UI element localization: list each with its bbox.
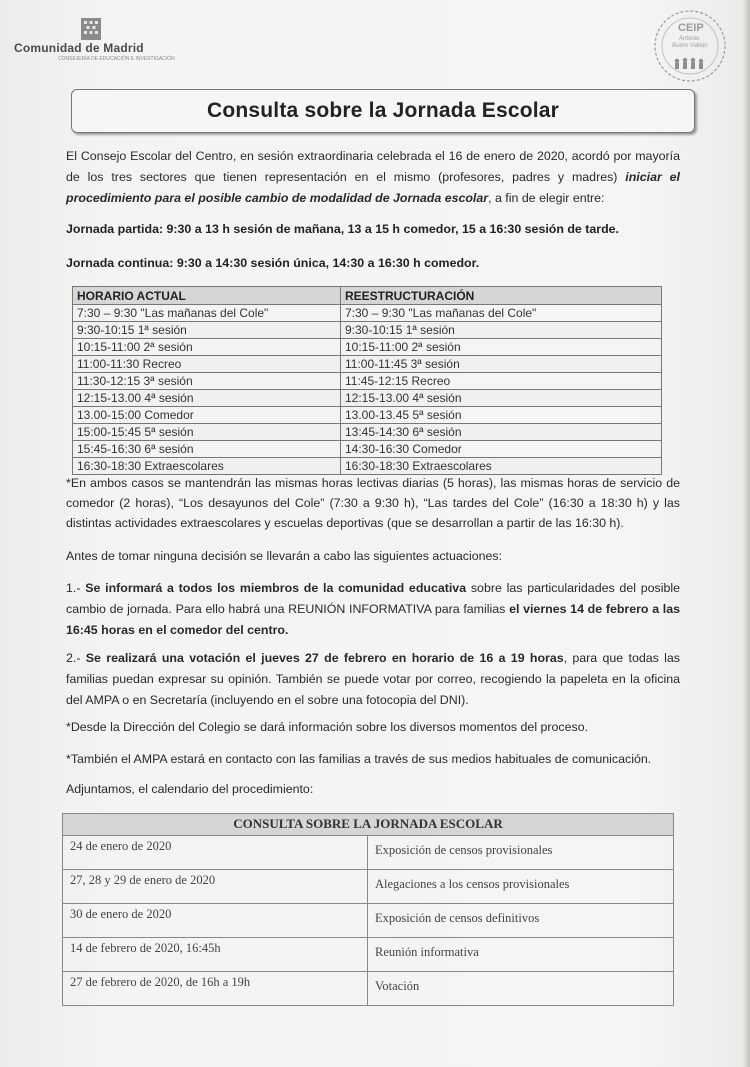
seal-line2: Buero Vallejo (672, 43, 708, 49)
calendar-event: Exposición de censos provisionales (368, 836, 674, 870)
calendar-header-row (63, 814, 674, 836)
table-row (73, 390, 662, 407)
header-reestructuracion: REESTRUCTURACIÓN (341, 287, 662, 305)
cell-reestructuracion: 9:30-10:15 1ª sesión (341, 322, 662, 339)
antes-paragraph: Antes de tomar ninguna decisión se llevarán a cabo las siguientes actuaciones: (66, 549, 503, 563)
cell-reestructuracion: 11:00-11:45 3ª sesión (341, 356, 662, 373)
table-row (73, 339, 662, 356)
calendar-event: Exposición de censos definitivos (368, 904, 674, 938)
adjuntamos-paragraph: Adjuntamos, el calendario del procedimiento: (66, 782, 314, 796)
table-row (73, 373, 662, 390)
calendar-header: CONSULTA SOBRE LA JORNADA ESCOLAR (63, 814, 674, 836)
intro-emphasis: iniciar el procedimiento para el posible cambio de modalidad de Jornada escolar (66, 170, 680, 205)
schedule-header-row (73, 287, 662, 305)
calendar-date: 24 de enero de 2020 (63, 836, 368, 870)
calendar-event: Reunión informativa (368, 938, 674, 972)
cell-reestructuracion: 10:15-11:00 2ª sesión (341, 339, 662, 356)
cell-reestructuracion: 16:30-18:30 Extraescolares (341, 458, 662, 475)
cell-actual: 12:15-13.00 4ª sesión (73, 390, 341, 407)
jornada-continua: Jornada continua: 9:30 a 14:30 sesión única, 14:30 a 16:30 h comedor. (66, 256, 480, 270)
cell-actual: 10:15-11:00 2ª sesión (73, 339, 341, 356)
calendar-date: 30 de enero de 2020 (63, 904, 368, 938)
table-row (73, 356, 662, 373)
note-ampa: *También el AMPA estará en contacto con las familias a través de sus medios habituales de comunicación. (66, 752, 652, 766)
jornada-partida: Jornada partida: 9:30 a 13 h sesión de mañana, 13 a 15 h comedor, 15 a 16:30 sesión de tarde. (66, 222, 619, 236)
cell-actual: 13.00-15:00 Comedor (73, 407, 341, 424)
table-row (63, 904, 674, 938)
note-direccion: *Desde la Dirección del Colegio se dará información sobre los diversos momentos del proceso. (66, 720, 589, 734)
title-box (71, 89, 695, 133)
table-row (73, 458, 662, 475)
page-edge-shadow (742, 0, 750, 1067)
step-2-text: , para que todas las familias puedan expresar su opinión. También se puede votar por correo, recogiendo la papeleta en la oficina del AMPA o en Secretaría (incluyendo en el sobre una fotocopia del DNI). (66, 651, 680, 707)
calendar-event: Votación (368, 972, 674, 1006)
step-1-paragraph (66, 578, 680, 641)
table-row (63, 938, 674, 972)
note-ambos-casos: *En ambos casos se mantendrán las mismas horas lectivas diarias (5 horas), las mismas horas de servicio de comedor (2 horas), “Los desayunos del Cole” (7:30 a 9:30 h), “Las tardes del Cole” (16:30 a 18:30 h) y las distintas actividades extraescolares y escuelas deportivas (que se desarrollan a partir de las 16:30 h). (66, 476, 680, 530)
cell-actual: 16:30-18:30 Extraescolares (73, 458, 341, 475)
calendar-date: 27, 28 y 29 de enero de 2020 (63, 870, 368, 904)
step-2-number: 2.- (66, 651, 86, 665)
calendar-date: 14 de febrero de 2020, 16:45h (63, 938, 368, 972)
calendar-date: 27 de febrero de 2020, de 16h a 19h (63, 972, 368, 1006)
cell-reestructuracion: 13:45-14:30 6ª sesión (341, 424, 662, 441)
step-2-paragraph (66, 648, 680, 711)
step-1-text: sobre las particularidades del posible cambio de jornada. Para ello habrá una REUNIÓN INFORMATIVA para familias (66, 581, 680, 616)
cell-actual: 11:00-11:30 Recreo (73, 356, 341, 373)
seal-ceip-text: CEIP (678, 22, 704, 34)
table-row (73, 407, 662, 424)
cell-reestructuracion: 12:15-13.00 4ª sesión (341, 390, 662, 407)
logo-subtitle: CONSEJERÍA DE EDUCACIÓN E INVESTIGACIÓN (58, 56, 175, 62)
cell-reestructuracion: 14:30-16:30 Comedor (341, 441, 662, 458)
cell-actual: 7:30 – 9:30 "Las mañanas del Cole" (73, 305, 341, 322)
step-1-bold-1: Se informará a todos los miembros de la comunidad educativa (85, 581, 467, 595)
table-row (73, 322, 662, 339)
table-row (73, 441, 662, 458)
calendar-table (62, 813, 674, 1006)
intro-text-3: , a fin de elegir entre: (488, 191, 605, 205)
madrid-flag-icon (74, 18, 108, 40)
table-row (73, 424, 662, 441)
calendar-event: Alegaciones a los censos provisionales (368, 870, 674, 904)
logo-name: Comunidad de Madrid (14, 41, 144, 55)
schedule-table (72, 286, 662, 475)
table-row (63, 972, 674, 1006)
cell-actual: 9:30-10:15 1ª sesión (73, 322, 341, 339)
intro-text-1: El Consejo Escolar del Centro, en sesión extraordinaria celebrada el 16 de enero de 2020, acordó por mayoría de los tres sectores que tienen representación en el mismo (profesores, padres y madres) (66, 149, 680, 184)
cell-actual: 11:30-12:15 3ª sesión (73, 373, 341, 390)
school-seal (652, 8, 728, 84)
step-1-bold-2: el viernes 14 de febrero a las 16:45 horas en el comedor del centro. (66, 602, 681, 637)
cell-actual: 15:45-16:30 6ª sesión (73, 441, 341, 458)
cell-reestructuracion: 7:30 – 9:30 "Las mañanas del Cole" (341, 305, 662, 322)
step-1-number: 1.- (66, 581, 86, 595)
cell-reestructuracion: 11:45-12:15 Recreo (341, 373, 662, 390)
page-title: Consulta sobre la Jornada Escolar (206, 99, 560, 122)
cell-actual: 15:00-15:45 5ª sesión (73, 424, 341, 441)
cell-reestructuracion: 13.00-13.45 5ª sesión (341, 407, 662, 424)
step-2-bold: Se realizará una votación el jueves 27 de febrero en horario de 16 a 19 horas (85, 651, 564, 665)
intro-paragraph (66, 146, 680, 209)
table-row (73, 305, 662, 322)
header-horario-actual: HORARIO ACTUAL (73, 287, 341, 305)
seal-line1: Antonio (679, 36, 700, 42)
table-row (63, 870, 674, 904)
table-row (63, 836, 674, 870)
